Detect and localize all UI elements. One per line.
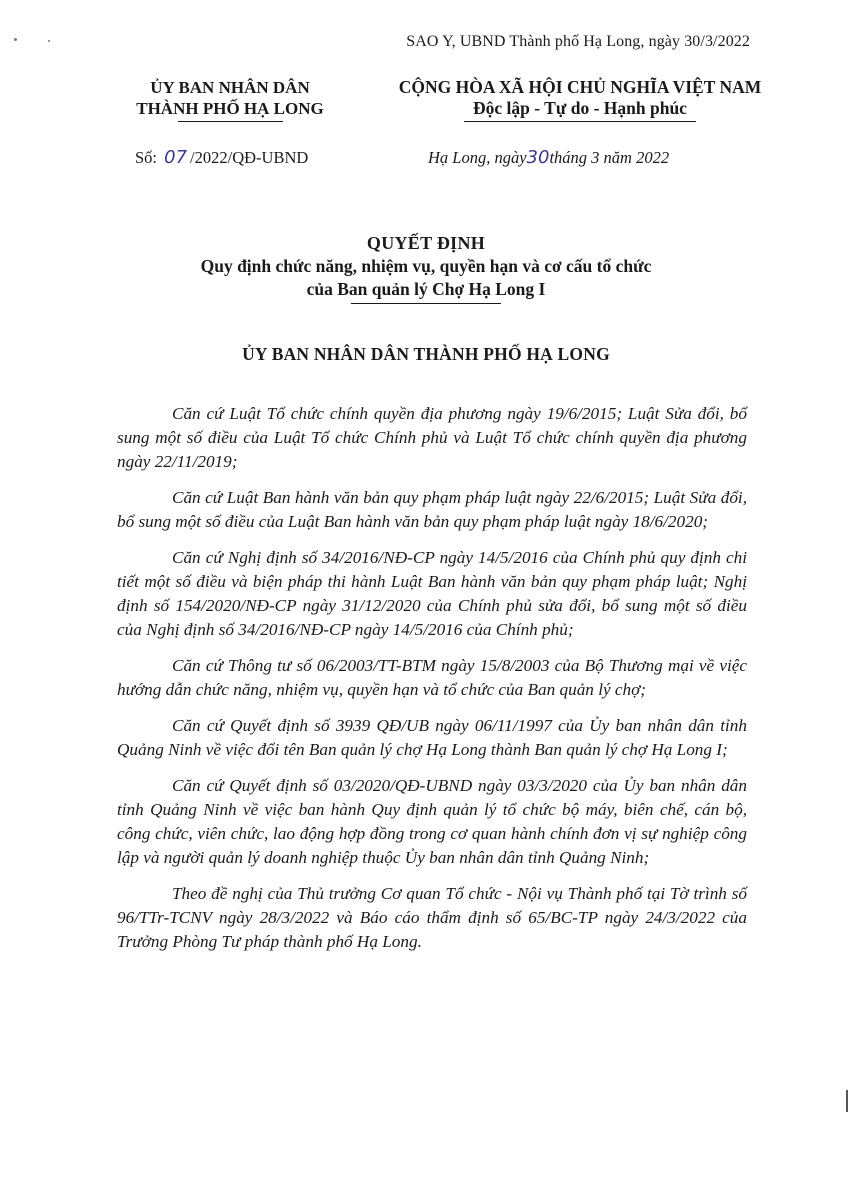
- decision-title: QUYẾT ĐỊNH: [366, 233, 486, 253]
- document-date-prefix: Hạ Long, ngày: [428, 148, 527, 167]
- scan-speck: [14, 38, 17, 41]
- authority-line-2: THÀNH PHỐ HẠ LONG: [136, 99, 324, 118]
- authority-line-1: ỦY BAN NHÂN DÂN: [150, 78, 310, 97]
- motto-underline: [464, 121, 696, 122]
- scan-edge-mark: [846, 1090, 848, 1112]
- decision-subtitle-line-1: Quy định chức năng, nhiệm vụ, quyền hạn và cơ cấu tổ chức: [200, 256, 652, 276]
- legal-basis-paragraph: Căn cứ Nghị định số 34/2016/NĐ-CP ngày 14/5/2016 của Chính phủ quy định chi tiết một số điều và biện pháp thi hành Luật Ban hành văn bản quy phạm pháp luật; Nghị định số 154/2020/NĐ-CP ngày 31/12/2020 của Chính phủ sửa đổi, bổ sung một số điều của Nghị định số 34/2016/NĐ-CP ngày 14/5/2016 của Chính phủ;: [117, 548, 747, 639]
- issuer-heading: ỦY BAN NHÂN DÂN THÀNH PHỐ HẠ LONG: [242, 344, 610, 364]
- national-motto: [365, 77, 795, 122]
- document-body: [117, 402, 747, 966]
- document-number-prefix: Số:: [135, 148, 158, 167]
- document-date: [428, 147, 669, 168]
- decision-underline: [351, 303, 501, 304]
- document-number: [135, 147, 308, 168]
- legal-basis-paragraph: Căn cứ Luật Tổ chức chính quyền địa phương ngày 19/6/2015; Luật Sửa đổi, bổ sung một số điều của Luật Tổ chức Chính phủ và Luật Tổ chức chính quyền địa phương ngày 22/11/2019;: [117, 404, 747, 471]
- copy-certification-note: SAO Y, UBND Thành phố Hạ Long, ngày 30/3/2022: [406, 33, 750, 50]
- document-number-suffix: /2022/QĐ-UBND: [190, 148, 309, 167]
- legal-basis-paragraph: Căn cứ Quyết định số 3939 QĐ/UB ngày 06/11/1997 của Ủy ban nhân dân tỉnh Quảng Ninh về việc đổi tên Ban quản lý chợ Hạ Long thành Ban quản lý chợ Hạ Long I;: [117, 716, 747, 759]
- scan-speck: [48, 40, 50, 42]
- legal-basis-paragraph: Căn cứ Quyết định số 03/2020/QĐ-UBND ngày 03/3/2020 của Ủy ban nhân dân tỉnh Quảng Ninh về việc ban hành Quy định quản lý tổ chức bộ máy, biên chế, cán bộ, công chức, viên chức, lao động hợp đồng trong cơ quan hành chính đơn vị sự nghiệp công lập và người quản lý doanh nghiệp thuộc Ủy ban nhân dân tỉnh Quảng Ninh;: [117, 776, 747, 867]
- decision-subtitle-line-2: của Ban quản lý Chợ Hạ Long I: [306, 279, 546, 299]
- legal-basis-paragraph: Căn cứ Luật Ban hành văn bản quy phạm pháp luật ngày 22/6/2015; Luật Sửa đổi, bổ sung một số điều của Luật Ban hành văn bản quy phạm pháp luật ngày 18/6/2020;: [117, 488, 747, 531]
- motto: Độc lập - Tự do - Hạnh phúc: [473, 98, 687, 118]
- document-number-handwritten: 07: [164, 147, 188, 168]
- issuing-authority: [110, 77, 350, 122]
- legal-basis-paragraph: Căn cứ Thông tư số 06/2003/TT-BTM ngày 15/8/2003 của Bộ Thương mại về việc hướng dẫn chức năng, nhiệm vụ, quyền hạn và tổ chức của Ban quản lý chợ;: [117, 656, 747, 699]
- proposal-paragraph: Theo đề nghị của Thủ trưởng Cơ quan Tổ chức - Nội vụ Thành phố tại Tờ trình số 96/TTr-TCNV ngày 28/3/2022 và Báo cáo thẩm định số 65/BC-TP ngày 24/3/2022 của Trưởng Phòng Tư pháp thành phố Hạ Long.: [117, 884, 747, 951]
- document-date-handwritten-day: 30: [526, 147, 550, 168]
- authority-underline: [178, 121, 283, 122]
- document-date-suffix: tháng 3 năm 2022: [549, 148, 670, 167]
- country-name: CỘNG HÒA XÃ HỘI CHỦ NGHĨA VIỆT NAM: [398, 77, 762, 97]
- decision-heading: [60, 232, 792, 304]
